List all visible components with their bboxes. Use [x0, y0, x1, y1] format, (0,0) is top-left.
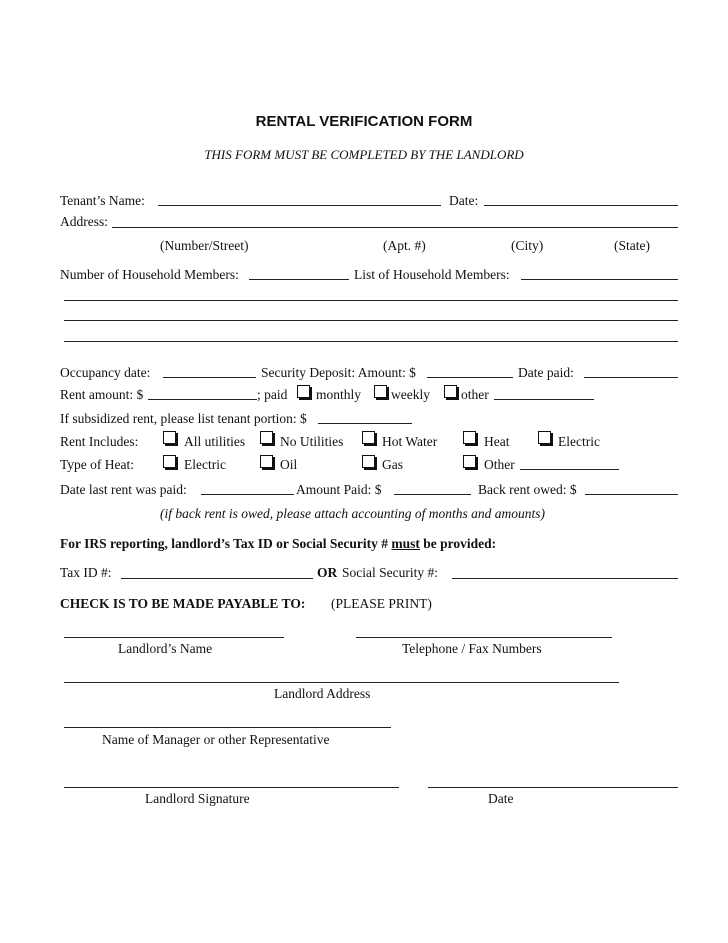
landlord-signature-caption: Landlord Signature	[145, 791, 250, 806]
no-utilities-checkbox[interactable]	[260, 431, 273, 444]
household-list-line[interactable]	[64, 300, 678, 301]
date-paid-field[interactable]	[584, 377, 678, 378]
amount-paid-field[interactable]	[394, 494, 471, 495]
date-label: Date:	[449, 193, 479, 208]
household-members-field[interactable]	[249, 279, 349, 280]
address-part-apt: (Apt. #)	[383, 238, 426, 253]
weekly-checkbox[interactable]	[374, 385, 387, 398]
tenant-name-label: Tenant’s Name:	[60, 193, 145, 208]
social-security-label: Social Security #:	[342, 565, 438, 580]
address-part-city: (City)	[511, 238, 544, 253]
heat-other-label: Other	[484, 457, 515, 472]
subsidized-label: If subsidized rent, please list tenant portion: $	[60, 411, 307, 426]
heat-type-label: Type of Heat:	[60, 457, 135, 472]
electric-label: Electric	[558, 434, 600, 449]
monthly-label: monthly	[316, 387, 362, 402]
tax-id-label: Tax ID #:	[60, 565, 112, 580]
irs-notice: For IRS reporting, landlord’s Tax ID or Social Security # must be provided:	[60, 536, 497, 551]
heat-oil-label: Oil	[280, 457, 298, 472]
paid-label: ; paid	[257, 387, 288, 402]
signature-date-caption: Date	[488, 791, 514, 806]
heat-gas-label: Gas	[382, 457, 403, 472]
tax-id-field[interactable]	[121, 578, 313, 579]
heat-oil-checkbox[interactable]	[260, 455, 273, 468]
heat-other-field[interactable]	[520, 469, 619, 470]
social-security-field[interactable]	[452, 578, 678, 579]
hot-water-label: Hot Water	[382, 434, 438, 449]
electric-checkbox[interactable]	[538, 431, 551, 444]
phone-caption: Telephone / Fax Numbers	[402, 641, 542, 656]
other-label: other	[461, 387, 489, 402]
date-field[interactable]	[484, 205, 678, 206]
back-rent-label: Back rent owed: $	[478, 482, 577, 497]
all-utilities-checkbox[interactable]	[163, 431, 176, 444]
weekly-label: weekly	[391, 387, 430, 402]
form-title: RENTAL VERIFICATION FORM	[255, 113, 473, 130]
security-deposit-label: Security Deposit: Amount: $	[261, 365, 416, 380]
signature-date-field[interactable]	[428, 787, 678, 788]
address-part-state: (State)	[614, 238, 650, 253]
address-field[interactable]	[112, 227, 678, 228]
back-rent-field[interactable]	[585, 494, 678, 495]
phone-field[interactable]	[356, 637, 612, 638]
address-label: Address:	[60, 214, 108, 229]
form-subtitle: THIS FORM MUST BE COMPLETED BY THE LANDLORD	[204, 147, 524, 162]
household-list-label: List of Household Members:	[354, 267, 510, 282]
manager-caption: Name of Manager or other Representative	[102, 732, 330, 747]
heat-electric-label: Electric	[184, 457, 226, 472]
payable-label: CHECK IS TO BE MADE PAYABLE TO:	[60, 596, 306, 611]
monthly-checkbox[interactable]	[297, 385, 310, 398]
tenant-name-field[interactable]	[158, 205, 441, 206]
landlord-address-field[interactable]	[64, 682, 619, 683]
all-utilities-label: All utilities	[184, 434, 246, 449]
other-checkbox[interactable]	[444, 385, 457, 398]
amount-paid-label: Amount Paid: $	[296, 482, 382, 497]
hot-water-checkbox[interactable]	[362, 431, 375, 444]
household-list-field[interactable]	[521, 279, 678, 280]
rent-includes-label: Rent Includes:	[60, 434, 139, 449]
occupancy-date-label: Occupancy date:	[60, 365, 151, 380]
landlord-name-field[interactable]	[64, 637, 284, 638]
no-utilities-label: No Utilities	[280, 434, 344, 449]
or-label: OR	[317, 565, 338, 580]
subsidized-field[interactable]	[318, 423, 412, 424]
payable-note: (PLEASE PRINT)	[331, 596, 432, 611]
last-rent-date-field[interactable]	[201, 494, 294, 495]
landlord-address-caption: Landlord Address	[274, 686, 371, 701]
household-list-line[interactable]	[64, 341, 678, 342]
heat-label: Heat	[484, 434, 510, 449]
other-field[interactable]	[494, 399, 594, 400]
rent-amount-label: Rent amount: $	[60, 387, 144, 402]
heat-other-checkbox[interactable]	[463, 455, 476, 468]
occupancy-date-field[interactable]	[163, 377, 256, 378]
heat-checkbox[interactable]	[463, 431, 476, 444]
heat-gas-checkbox[interactable]	[362, 455, 375, 468]
manager-field[interactable]	[64, 727, 391, 728]
date-paid-label: Date paid:	[518, 365, 574, 380]
last-rent-date-label: Date last rent was paid:	[60, 482, 187, 497]
back-rent-note: (if back rent is owed, please attach accounting of months and amounts)	[160, 506, 545, 521]
address-part-street: (Number/Street)	[160, 238, 249, 253]
security-deposit-field[interactable]	[427, 377, 513, 378]
household-list-line[interactable]	[64, 320, 678, 321]
landlord-name-caption: Landlord’s Name	[118, 641, 213, 656]
heat-electric-checkbox[interactable]	[163, 455, 176, 468]
household-members-label: Number of Household Members:	[60, 267, 239, 282]
rent-amount-field[interactable]	[148, 399, 257, 400]
landlord-signature-field[interactable]	[64, 787, 399, 788]
